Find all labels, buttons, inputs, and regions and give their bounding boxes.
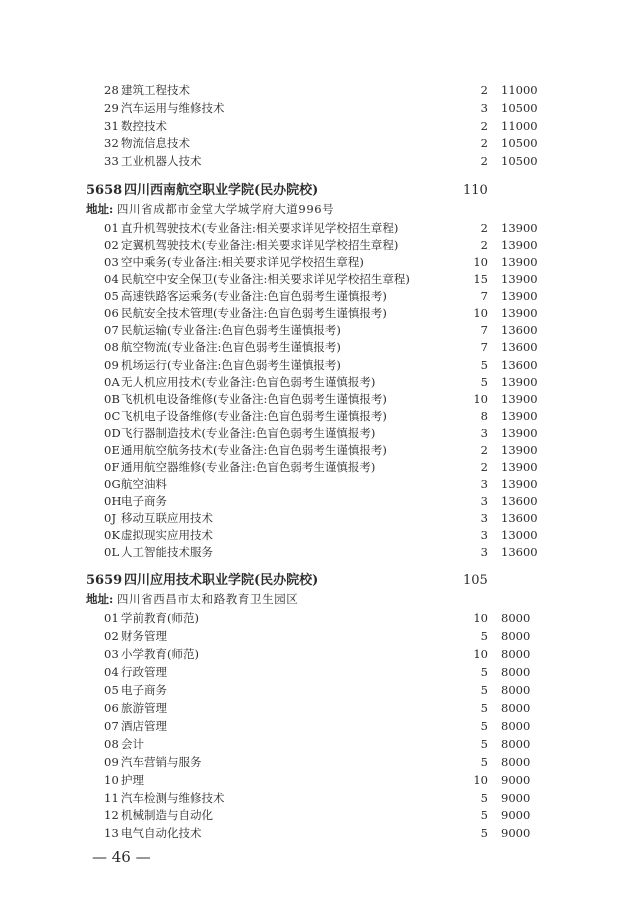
major-count: 10 xyxy=(473,647,488,661)
major-code: 0G xyxy=(104,477,121,491)
major-row xyxy=(0,789,640,807)
major-row xyxy=(0,152,640,170)
major-fee: 8000 xyxy=(501,701,531,715)
major-code: 0B xyxy=(104,392,121,406)
major-code: 10 xyxy=(104,773,120,787)
major-row xyxy=(0,806,640,824)
major-row xyxy=(0,287,640,305)
major-name: 飞机电子设备维修(专业备注:色盲色弱考生谨慎报考) xyxy=(121,409,387,423)
major-count: 3 xyxy=(480,511,488,525)
school-quota: 110 xyxy=(463,183,488,198)
major-count: 5 xyxy=(480,665,488,679)
major-fee: 13900 xyxy=(501,238,538,252)
major-row xyxy=(0,81,640,99)
major-name: 财务管理 xyxy=(121,629,167,643)
major-count: 3 xyxy=(480,545,488,559)
major-fee: 13900 xyxy=(501,221,538,235)
major-fee: 9000 xyxy=(501,808,531,822)
major-code: 09 xyxy=(104,755,120,769)
major-fee: 10500 xyxy=(501,136,538,150)
major-row xyxy=(0,681,640,699)
major-fee: 13000 xyxy=(501,528,538,542)
major-row xyxy=(0,492,640,510)
major-fee: 9000 xyxy=(501,773,531,787)
major-code: 01 xyxy=(104,221,120,235)
major-fee: 8000 xyxy=(501,683,531,697)
major-row xyxy=(0,543,640,561)
major-code: 28 xyxy=(104,83,120,97)
major-code: 03 xyxy=(104,647,120,661)
major-row xyxy=(0,609,640,627)
major-count: 2 xyxy=(480,238,488,252)
major-fee: 13600 xyxy=(501,511,538,525)
major-name: 汽车营销与服务 xyxy=(121,755,202,769)
major-count: 2 xyxy=(480,460,488,474)
major-count: 3 xyxy=(480,101,488,115)
major-code: 0E xyxy=(104,443,121,457)
major-fee: 13900 xyxy=(501,306,538,320)
major-count: 2 xyxy=(480,154,488,168)
major-fee: 13900 xyxy=(501,477,538,491)
major-fee: 13900 xyxy=(501,375,538,389)
major-code: 07 xyxy=(104,323,120,337)
major-code: 0C xyxy=(104,409,121,423)
major-count: 8 xyxy=(480,409,488,423)
major-count: 2 xyxy=(480,119,488,133)
major-name: 民航安全技术管理(专业备注:色盲色弱考生谨慎报考) xyxy=(121,306,387,320)
school-quota: 105 xyxy=(463,573,488,588)
major-fee: 13600 xyxy=(501,545,538,559)
major-fee: 13900 xyxy=(501,460,538,474)
major-code: 02 xyxy=(104,629,120,643)
major-count: 3 xyxy=(480,426,488,440)
major-fee: 13900 xyxy=(501,443,538,457)
major-code: 13 xyxy=(104,826,120,840)
major-name: 汽车运用与维修技术 xyxy=(121,101,225,115)
school-address xyxy=(86,590,298,608)
major-fee: 13600 xyxy=(501,340,538,354)
major-name: 旅游管理 xyxy=(121,701,167,715)
major-count: 5 xyxy=(480,826,488,840)
major-code: 06 xyxy=(104,701,120,715)
major-name: 航空物流(专业备注:色盲色弱考生谨慎报考) xyxy=(121,340,341,354)
major-name: 小学教育(师范) xyxy=(121,647,199,661)
major-fee: 13600 xyxy=(501,358,538,372)
major-row xyxy=(0,270,640,288)
address-label: 地址: xyxy=(86,592,114,606)
major-fee: 13900 xyxy=(501,409,538,423)
major-fee: 9000 xyxy=(501,791,531,805)
major-name: 人工智能技术服务 xyxy=(121,545,213,559)
major-fee: 13900 xyxy=(501,392,538,406)
major-row xyxy=(0,771,640,789)
major-row xyxy=(0,338,640,356)
major-code: 0J xyxy=(104,511,117,525)
major-count: 5 xyxy=(480,358,488,372)
major-code: 06 xyxy=(104,306,120,320)
major-name: 电子商务 xyxy=(121,494,167,508)
major-row xyxy=(0,373,640,391)
major-row xyxy=(0,645,640,663)
major-name: 民航空中安全保卫(专业备注:相关要求详见学校招生章程) xyxy=(121,272,410,286)
major-fee: 8000 xyxy=(501,665,531,679)
major-name: 通用航空器维修(专业备注:色盲色弱考生谨慎报考) xyxy=(121,460,376,474)
major-row xyxy=(0,134,640,152)
major-row xyxy=(0,321,640,339)
major-name: 无人机应用技术(专业备注:色盲色弱考生谨慎报考) xyxy=(121,375,376,389)
major-row xyxy=(0,526,640,544)
major-name: 定翼机驾驶技术(专业备注:相关要求详见学校招生章程) xyxy=(121,238,399,252)
major-row xyxy=(0,509,640,527)
major-row xyxy=(0,304,640,322)
major-name: 汽车检测与维修技术 xyxy=(121,791,225,805)
major-code: 04 xyxy=(104,272,120,286)
major-name: 酒店管理 xyxy=(121,719,167,733)
major-count: 10 xyxy=(473,773,488,787)
major-name: 高速铁路客运乘务(专业备注:色盲色弱考生谨慎报考) xyxy=(121,289,387,303)
major-name: 护理 xyxy=(121,773,144,787)
major-fee: 10500 xyxy=(501,154,538,168)
school-header xyxy=(0,181,640,201)
major-row xyxy=(0,99,640,117)
major-code: 09 xyxy=(104,358,120,372)
major-count: 2 xyxy=(480,443,488,457)
major-count: 5 xyxy=(480,719,488,733)
major-row xyxy=(0,253,640,271)
major-code: 02 xyxy=(104,238,120,252)
major-count: 15 xyxy=(473,272,488,286)
major-fee: 13600 xyxy=(501,494,538,508)
school-header xyxy=(0,571,640,591)
major-name: 学前教育(师范) xyxy=(121,611,199,625)
major-count: 5 xyxy=(480,791,488,805)
major-name: 电子商务 xyxy=(121,683,167,697)
major-name: 工业机器人技术 xyxy=(121,154,202,168)
major-row xyxy=(0,407,640,425)
major-fee: 13900 xyxy=(501,255,538,269)
major-count: 5 xyxy=(480,701,488,715)
major-code: 33 xyxy=(104,154,120,168)
major-name: 会计 xyxy=(121,737,144,751)
major-code: 31 xyxy=(104,119,120,133)
major-count: 3 xyxy=(480,494,488,508)
school-id: 5659 xyxy=(86,573,123,588)
major-fee: 8000 xyxy=(501,629,531,643)
major-name: 通用航空航务技术(专业备注:色盲色弱考生谨慎报考) xyxy=(121,443,387,457)
major-row xyxy=(0,236,640,254)
major-count: 5 xyxy=(480,755,488,769)
major-fee: 11000 xyxy=(501,119,538,133)
major-code: 0K xyxy=(104,528,121,542)
major-row xyxy=(0,824,640,842)
major-fee: 13600 xyxy=(501,323,538,337)
major-name: 飞行器制造技术(专业备注:色盲色弱考生谨慎报考) xyxy=(121,426,376,440)
major-row xyxy=(0,717,640,735)
major-count: 3 xyxy=(480,528,488,542)
major-count: 5 xyxy=(480,737,488,751)
school-id: 5658 xyxy=(86,183,123,198)
major-count: 5 xyxy=(480,375,488,389)
major-count: 7 xyxy=(480,289,488,303)
major-name: 物流信息技术 xyxy=(121,136,190,150)
major-row xyxy=(0,753,640,771)
major-code: 32 xyxy=(104,136,120,150)
major-code: 05 xyxy=(104,289,120,303)
major-name: 移动互联应用技术 xyxy=(121,511,213,525)
major-name: 直升机驾驶技术(专业备注:相关要求详见学校招生章程) xyxy=(121,221,399,235)
address-value: 四川省西昌市太和路教育卫生园区 xyxy=(116,592,299,606)
address-label: 地址: xyxy=(86,202,114,216)
major-name: 机械制造与自动化 xyxy=(121,808,213,822)
major-fee: 13900 xyxy=(501,426,538,440)
major-count: 10 xyxy=(473,611,488,625)
school-address xyxy=(86,200,334,218)
major-row xyxy=(0,458,640,476)
major-row xyxy=(0,475,640,493)
major-row xyxy=(0,735,640,753)
major-code: 08 xyxy=(104,340,120,354)
major-code: 01 xyxy=(104,611,120,625)
page-number: — 46 — xyxy=(92,848,151,866)
major-fee: 8000 xyxy=(501,719,531,733)
major-count: 5 xyxy=(480,629,488,643)
major-code: 12 xyxy=(104,808,120,822)
major-name: 航空油料 xyxy=(121,477,167,491)
major-code: 08 xyxy=(104,737,120,751)
major-count: 5 xyxy=(480,683,488,697)
major-row xyxy=(0,117,640,135)
major-code: 0F xyxy=(104,460,120,474)
major-count: 10 xyxy=(473,306,488,320)
major-count: 7 xyxy=(480,323,488,337)
major-fee: 9000 xyxy=(501,826,531,840)
major-count: 3 xyxy=(480,477,488,491)
major-code: 11 xyxy=(104,791,120,805)
school-name: 四川应用技术职业学院(民办院校) xyxy=(124,573,319,588)
major-row xyxy=(0,627,640,645)
major-code: 07 xyxy=(104,719,120,733)
major-name: 机场运行(专业备注:色盲色弱考生谨慎报考) xyxy=(121,358,341,372)
major-fee: 8000 xyxy=(501,611,531,625)
major-count: 10 xyxy=(473,392,488,406)
major-fee: 8000 xyxy=(501,755,531,769)
major-row xyxy=(0,663,640,681)
major-code: 0H xyxy=(104,494,122,508)
major-fee: 13900 xyxy=(501,272,538,286)
major-name: 空中乘务(专业备注:相关要求详见学校招生章程) xyxy=(121,255,364,269)
major-fee: 11000 xyxy=(501,83,538,97)
major-code: 0A xyxy=(104,375,121,389)
major-name: 电气自动化技术 xyxy=(121,826,202,840)
major-name: 行政管理 xyxy=(121,665,167,679)
major-code: 03 xyxy=(104,255,120,269)
major-count: 2 xyxy=(480,136,488,150)
major-row xyxy=(0,390,640,408)
major-code: 29 xyxy=(104,101,120,115)
major-name: 数控技术 xyxy=(121,119,167,133)
major-row xyxy=(0,356,640,374)
major-name: 民航运输(专业备注:色盲色弱考生谨慎报考) xyxy=(121,323,341,337)
school-name: 四川西南航空职业学院(民办院校) xyxy=(124,183,319,198)
major-name: 虚拟现实应用技术 xyxy=(121,528,213,542)
major-count: 5 xyxy=(480,808,488,822)
major-count: 7 xyxy=(480,340,488,354)
major-code: 04 xyxy=(104,665,120,679)
major-code: 0L xyxy=(104,545,120,559)
address-value: 四川省成都市金堂大学城学府大道996号 xyxy=(116,202,335,216)
major-fee: 8000 xyxy=(501,647,531,661)
major-row xyxy=(0,699,640,717)
major-count: 2 xyxy=(480,83,488,97)
major-count: 2 xyxy=(480,221,488,235)
major-name: 建筑工程技术 xyxy=(121,83,190,97)
major-fee: 8000 xyxy=(501,737,531,751)
major-count: 10 xyxy=(473,255,488,269)
major-name: 飞机机电设备维修(专业备注:色盲色弱考生谨慎报考) xyxy=(121,392,387,406)
major-fee: 13900 xyxy=(501,289,538,303)
major-code: 0D xyxy=(104,426,121,440)
major-fee: 10500 xyxy=(501,101,538,115)
major-row xyxy=(0,441,640,459)
major-row xyxy=(0,219,640,237)
major-row xyxy=(0,424,640,442)
major-code: 05 xyxy=(104,683,120,697)
